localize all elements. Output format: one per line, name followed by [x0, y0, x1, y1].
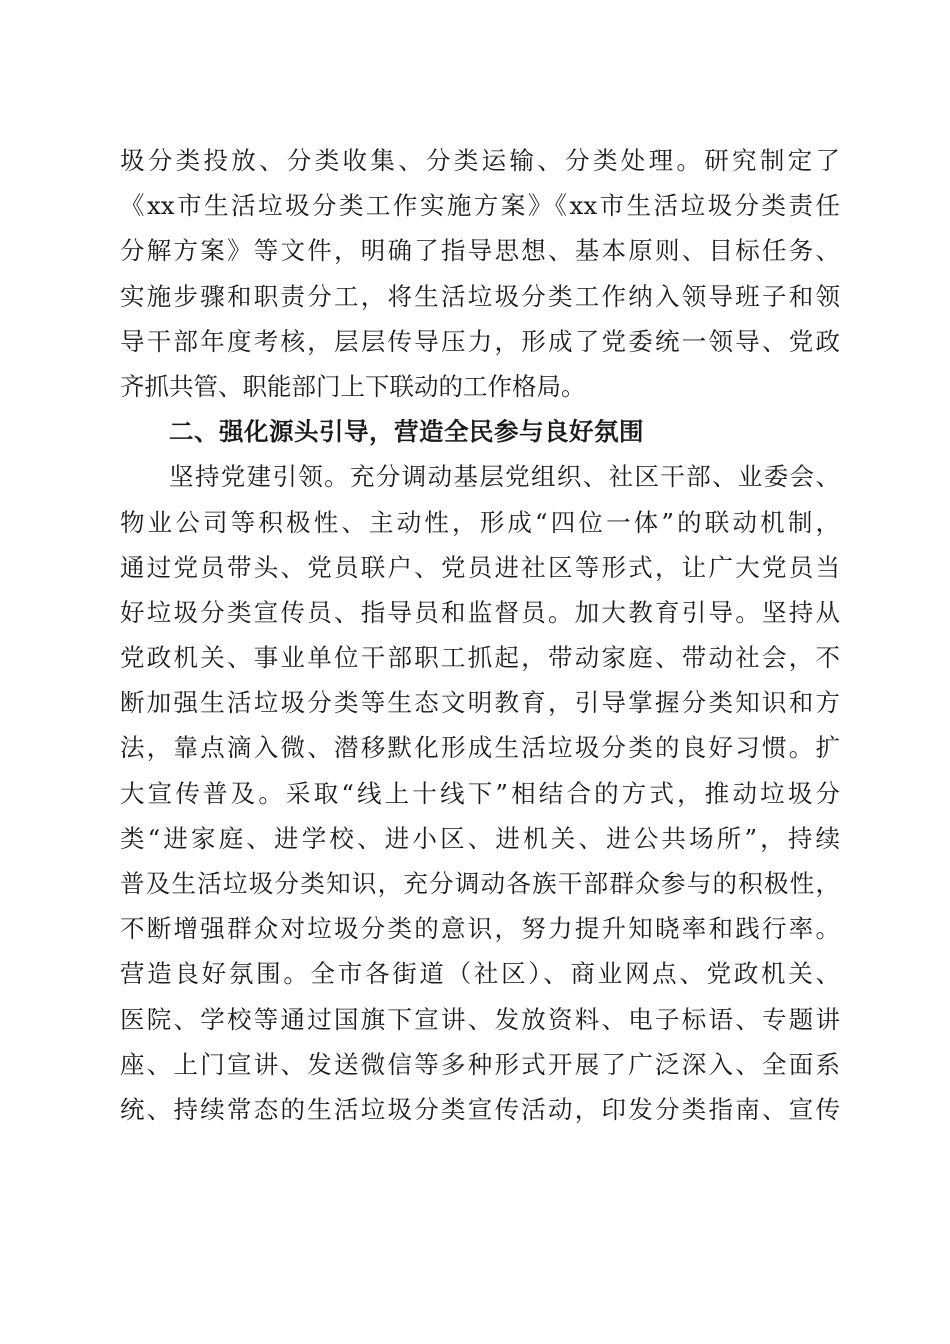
- paragraph-line: 分解方案》等文件，明确了指导思想、基本原则、目标任务、: [120, 236, 840, 266]
- paragraph-line: 统、持续常态的生活垃圾分类宣传活动，印发分类指南、宣传: [120, 1094, 840, 1124]
- paragraph-2: [120, 454, 840, 1132]
- paragraph-1: [120, 138, 840, 409]
- document-body: [120, 138, 840, 1132]
- paragraph-line: 圾分类投放、分类收集、分类运输、分类处理。研究制定了: [120, 146, 840, 175]
- paragraph-line: 坚持党建引领。充分调动基层党组织、社区干部、业委会、: [169, 462, 840, 492]
- section-heading: 二、强化源头引导，营造全民参与良好氛围: [169, 417, 644, 447]
- paragraph-line: 营造良好氛围。全市各街道（社区）、商业网点、党政机关、: [120, 959, 840, 989]
- paragraph-line: 齐抓共管、职能部门上下联动的工作格局。: [120, 371, 586, 401]
- paragraph-line: 导干部年度考核，层层传导压力，形成了党委统一领导、党政: [120, 326, 840, 356]
- paragraph-line: 不断增强群众对垃圾分类的意识，努力提升知晓率和践行率。: [120, 914, 840, 944]
- paragraph-line: 好垃圾分类宣传员、指导员和监督员。加大教育引导。坚持从: [120, 597, 840, 627]
- paragraph-line: 物业公司等积极性、主动性，形成“四位一体”的联动机制，: [120, 507, 840, 537]
- paragraph-line: 大宣传普及。采取“线上十线下”相结合的方式，推动垃圾分: [120, 778, 840, 808]
- paragraph-line: 《xx市生活垃圾分类工作实施方案》《xx市生活垃圾分类责任: [120, 191, 840, 221]
- paragraph-line: 座、上门宣讲、发送微信等多种形式开展了广泛深入、全面系: [120, 1049, 840, 1079]
- paragraph-line: 通过党员带头、党员联户、党员进社区等形式，让广大党员当: [120, 552, 840, 582]
- paragraph-line: 党政机关、事业单位干部职工抓起，带动家庭、带动社会，不: [120, 643, 840, 673]
- paragraph-line: 断加强生活垃圾分类等生态文明教育，引导掌握分类知识和方: [120, 688, 840, 718]
- paragraph-line: 实施步骤和职责分工，将生活垃圾分类工作纳入领导班子和领: [120, 281, 840, 311]
- paragraph-line: 法，靠点滴入微、潜移默化形成生活垃圾分类的良好习惯。扩: [120, 733, 840, 763]
- paragraph-line: 类“进家庭、进学校、进小区、进机关、进公共场所”，持续: [120, 823, 840, 853]
- paragraph-line: 普及生活垃圾分类知识，充分调动各族干部群众参与的积极性，: [120, 869, 840, 898]
- paragraph-line: 医院、学校等通过国旗下宣讲、发放资料、电子标语、专题讲: [120, 1004, 840, 1034]
